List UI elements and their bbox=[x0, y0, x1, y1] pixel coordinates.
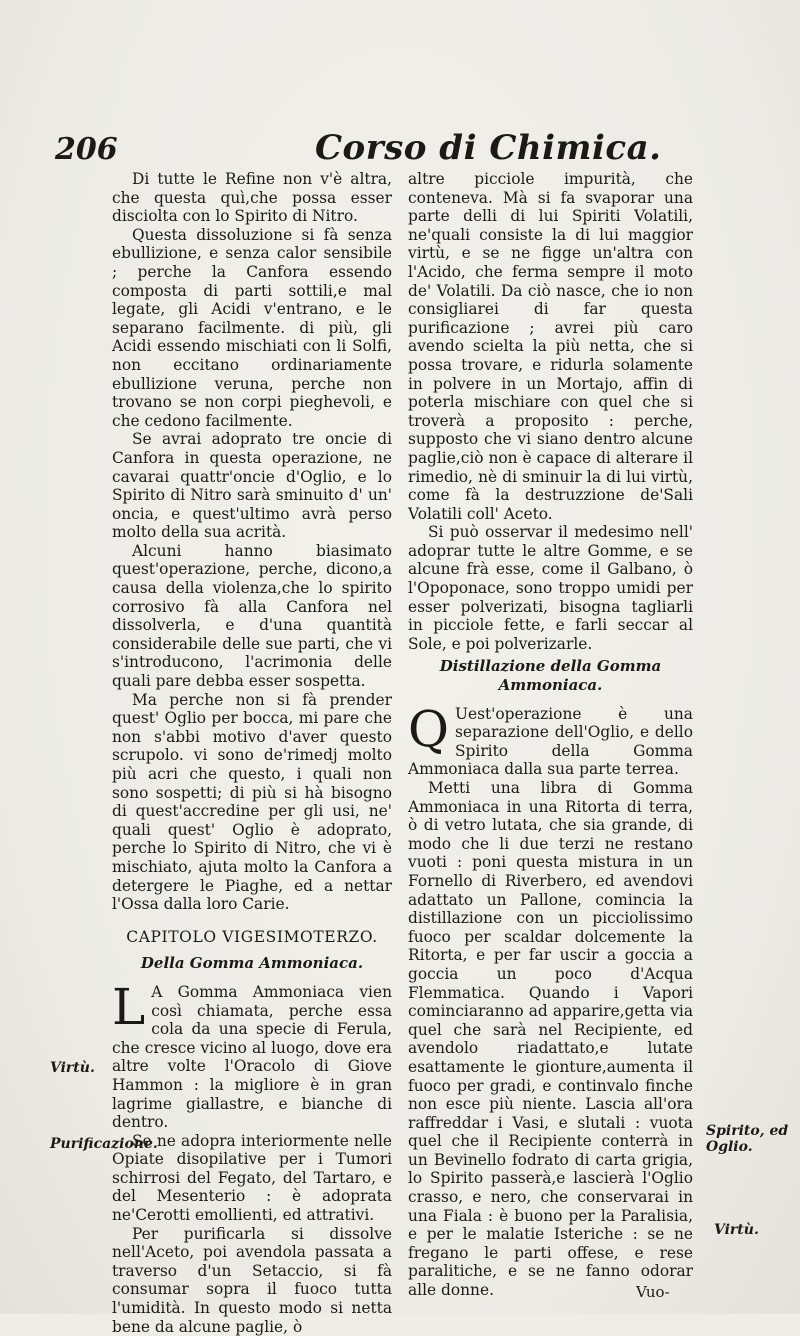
paragraph-text: Uest'operazione è una separazione dell'Oglio, e dello Spirito della Gomma Ammoniaca dalla sua parte terrea. bbox=[408, 704, 693, 779]
drop-capital: L bbox=[112, 977, 146, 1036]
paragraph: Alcuni hanno biasimato quest'operazione, perche, dicono,a causa della violenza,che lo spirito corrosivo fà alla Canfora nel dissolverla, e d'una quantità considerabile delle sue parti, che vi s'introducono, l'acrimonia delle quali pare debba esser sospetta. bbox=[112, 541, 392, 691]
margin-note-virtu: Virtù. bbox=[50, 1060, 95, 1076]
paragraph: Ma perche non si fà prender quest' Oglio per bocca, mi pare che non s'abbi motivo d'aver questo scrupolo. vi sono de'rimedj molto più acri che questo, i quali non sono sospetti; di più si hà bisogno di quest'accredine per gli usi, ne' quali quest' Oglio è adoprato, perche lo Spirito di Nitro, che vi è mischiato, ajuta molto la Canfora a detergere le Piaghe, ed a nettar l'Ossa dalla loro Carie. bbox=[112, 690, 392, 914]
right-column bbox=[408, 170, 693, 1300]
page-number: 206 bbox=[55, 132, 118, 167]
chapter-heading: CAPITOLO VIGESIMOTERZO. bbox=[126, 927, 378, 946]
paragraph: Si può osservar il medesimo nell' adoprar tutte le altre Gomme, e se alcune frà esse, come il Galbano, ò l'Opoponace, sono troppo umidi per esser polverizati, bisogna tagliarli in picciole fette, e farli seccar al Sole, e poi polverizarle. bbox=[408, 523, 693, 653]
running-title: Corso di Chimica. bbox=[315, 128, 662, 168]
paragraph: altre picciole impurità, che conteneva. Mà si fa svaporar una parte delli di lui Spiriti Volatili, ne'quali consiste la di lui maggior virtù, e se ne figge un'altra con l'Acido, che ferma sempre il moto de' Volatili. Da ciò nasce, che io non consigliarei di far questa purificazione ; avrei più caro avendo scielta la più netta, che si possa trovare, e ridurla solamente in polvere in un Mortajo, affin di poterla mischiare con quel che si troverà a proposito : perche, supposto che vi siano dentro alcune paglie,ciò non è capace di alterare il rimedio, nè di sminuir la di lui virtù, come fà la destruzzione de'Sali Volatili coll' Aceto. bbox=[408, 170, 693, 523]
page-header bbox=[55, 128, 745, 170]
paragraph: Metti una libra di Gomma Ammoniaca in una Ritorta di terra, ò di vetro lutata, che sia grande, di modo che li due terzi ne restano vuoti : poni questa mistura in un Fornello di Riverbero, ed avendovi adattato un Pallone, comincia la distillazione con un picciolissimo fuoco per scaldar dolcemente la Ritorta, e per far uscir a goccia a goccia un poco d'Acqua Flemmatica. Quando i Vapori cominciaranno ad apparire,getta via quel che sarà nel Recipiente, ed avendolo riadattato,e lutate esattamente le gionture,aumenta il fuoco per gradi, e continvalo finche non esce più niente. Lascia all'ora raffreddar i Vasi, e slutali : vuota quel che il Recipiente conterrà in un Bevinello fodrato di carta grigia, lo Spirito passerà,e lascierà l'Oglio crasso, e nero, che conservarai in una Fiala : è buono per la Paralisia, e per le malatie Isteriche : se ne fregano le parti offese, e rese paralitiche, e se ne fanno odorar alle donne. bbox=[408, 779, 693, 1300]
section-heading: Della Gomma Ammoniaca. bbox=[140, 954, 364, 973]
drop-capital: Q bbox=[408, 699, 449, 758]
margin-note-virtu-right: Virtù. bbox=[714, 1222, 759, 1238]
paragraph: Questa dissoluzione si fà senza ebullizione, e senza calor sensibile ; perche la Canfora essendo composta di parti sottili,e mal legate, gli Acidi v'entrano, e le separano facilmente. di più, gli Acidi essendo mischiati con li Solfi, non eccitano ordinariamente ebullizione veruna, perche non trovano se non corpi pieghevoli, e che cedono facilmente. bbox=[112, 225, 392, 430]
margin-note-purificazione: Purificazione. bbox=[50, 1136, 158, 1152]
paragraph: Se avrai adoprato tre oncie di Canfora in questa operazione, ne cavarai quattr'oncie d'Oglio, e lo Spirito di Nitro sarà sminuito d' un' oncia, e quest'ultimo avrà perso molto della sua acrità. bbox=[112, 430, 392, 542]
paragraph: Se ne adopra interiormente nelle Opiate disopilative per i Tumori schirrosi del Fegato, del Tartaro, e del Mesenterio : è adoprata ne'Cerotti emollienti, ed attrativi. bbox=[112, 1131, 392, 1225]
paragraph-text: A Gomma Ammoniaca vien così chiamata, perche essa cola da una specie di Ferula, che cresce vicino al luogo, dove era altre volte l'Oracolo di Giove Hammon : la migliore è in gran lagrime giallastre, e bianche di dentro. bbox=[112, 982, 392, 1132]
left-column bbox=[112, 170, 392, 1336]
paragraph: Di tutte le Refine non v'è altra, che questa quì,che possa esser disciolta con lo Spirito di Nitro. bbox=[112, 170, 392, 226]
paragraph bbox=[112, 977, 392, 1132]
paragraph: Per purificarla si dissolve nell'Aceto, poi avendola passata a traverso d'un Setaccio, si fà consumar sopra il fuoco tutta l'umidità. In questo modo si netta bene da alcune paglie, ò bbox=[112, 1224, 392, 1336]
paragraph bbox=[408, 699, 693, 779]
margin-note-spirito-oglio: Spirito, ed Oglio. bbox=[706, 1123, 789, 1155]
catchword: Vuo- bbox=[636, 1283, 670, 1301]
section-heading: Distillazione della Gomma Ammoniaca. bbox=[439, 657, 662, 695]
